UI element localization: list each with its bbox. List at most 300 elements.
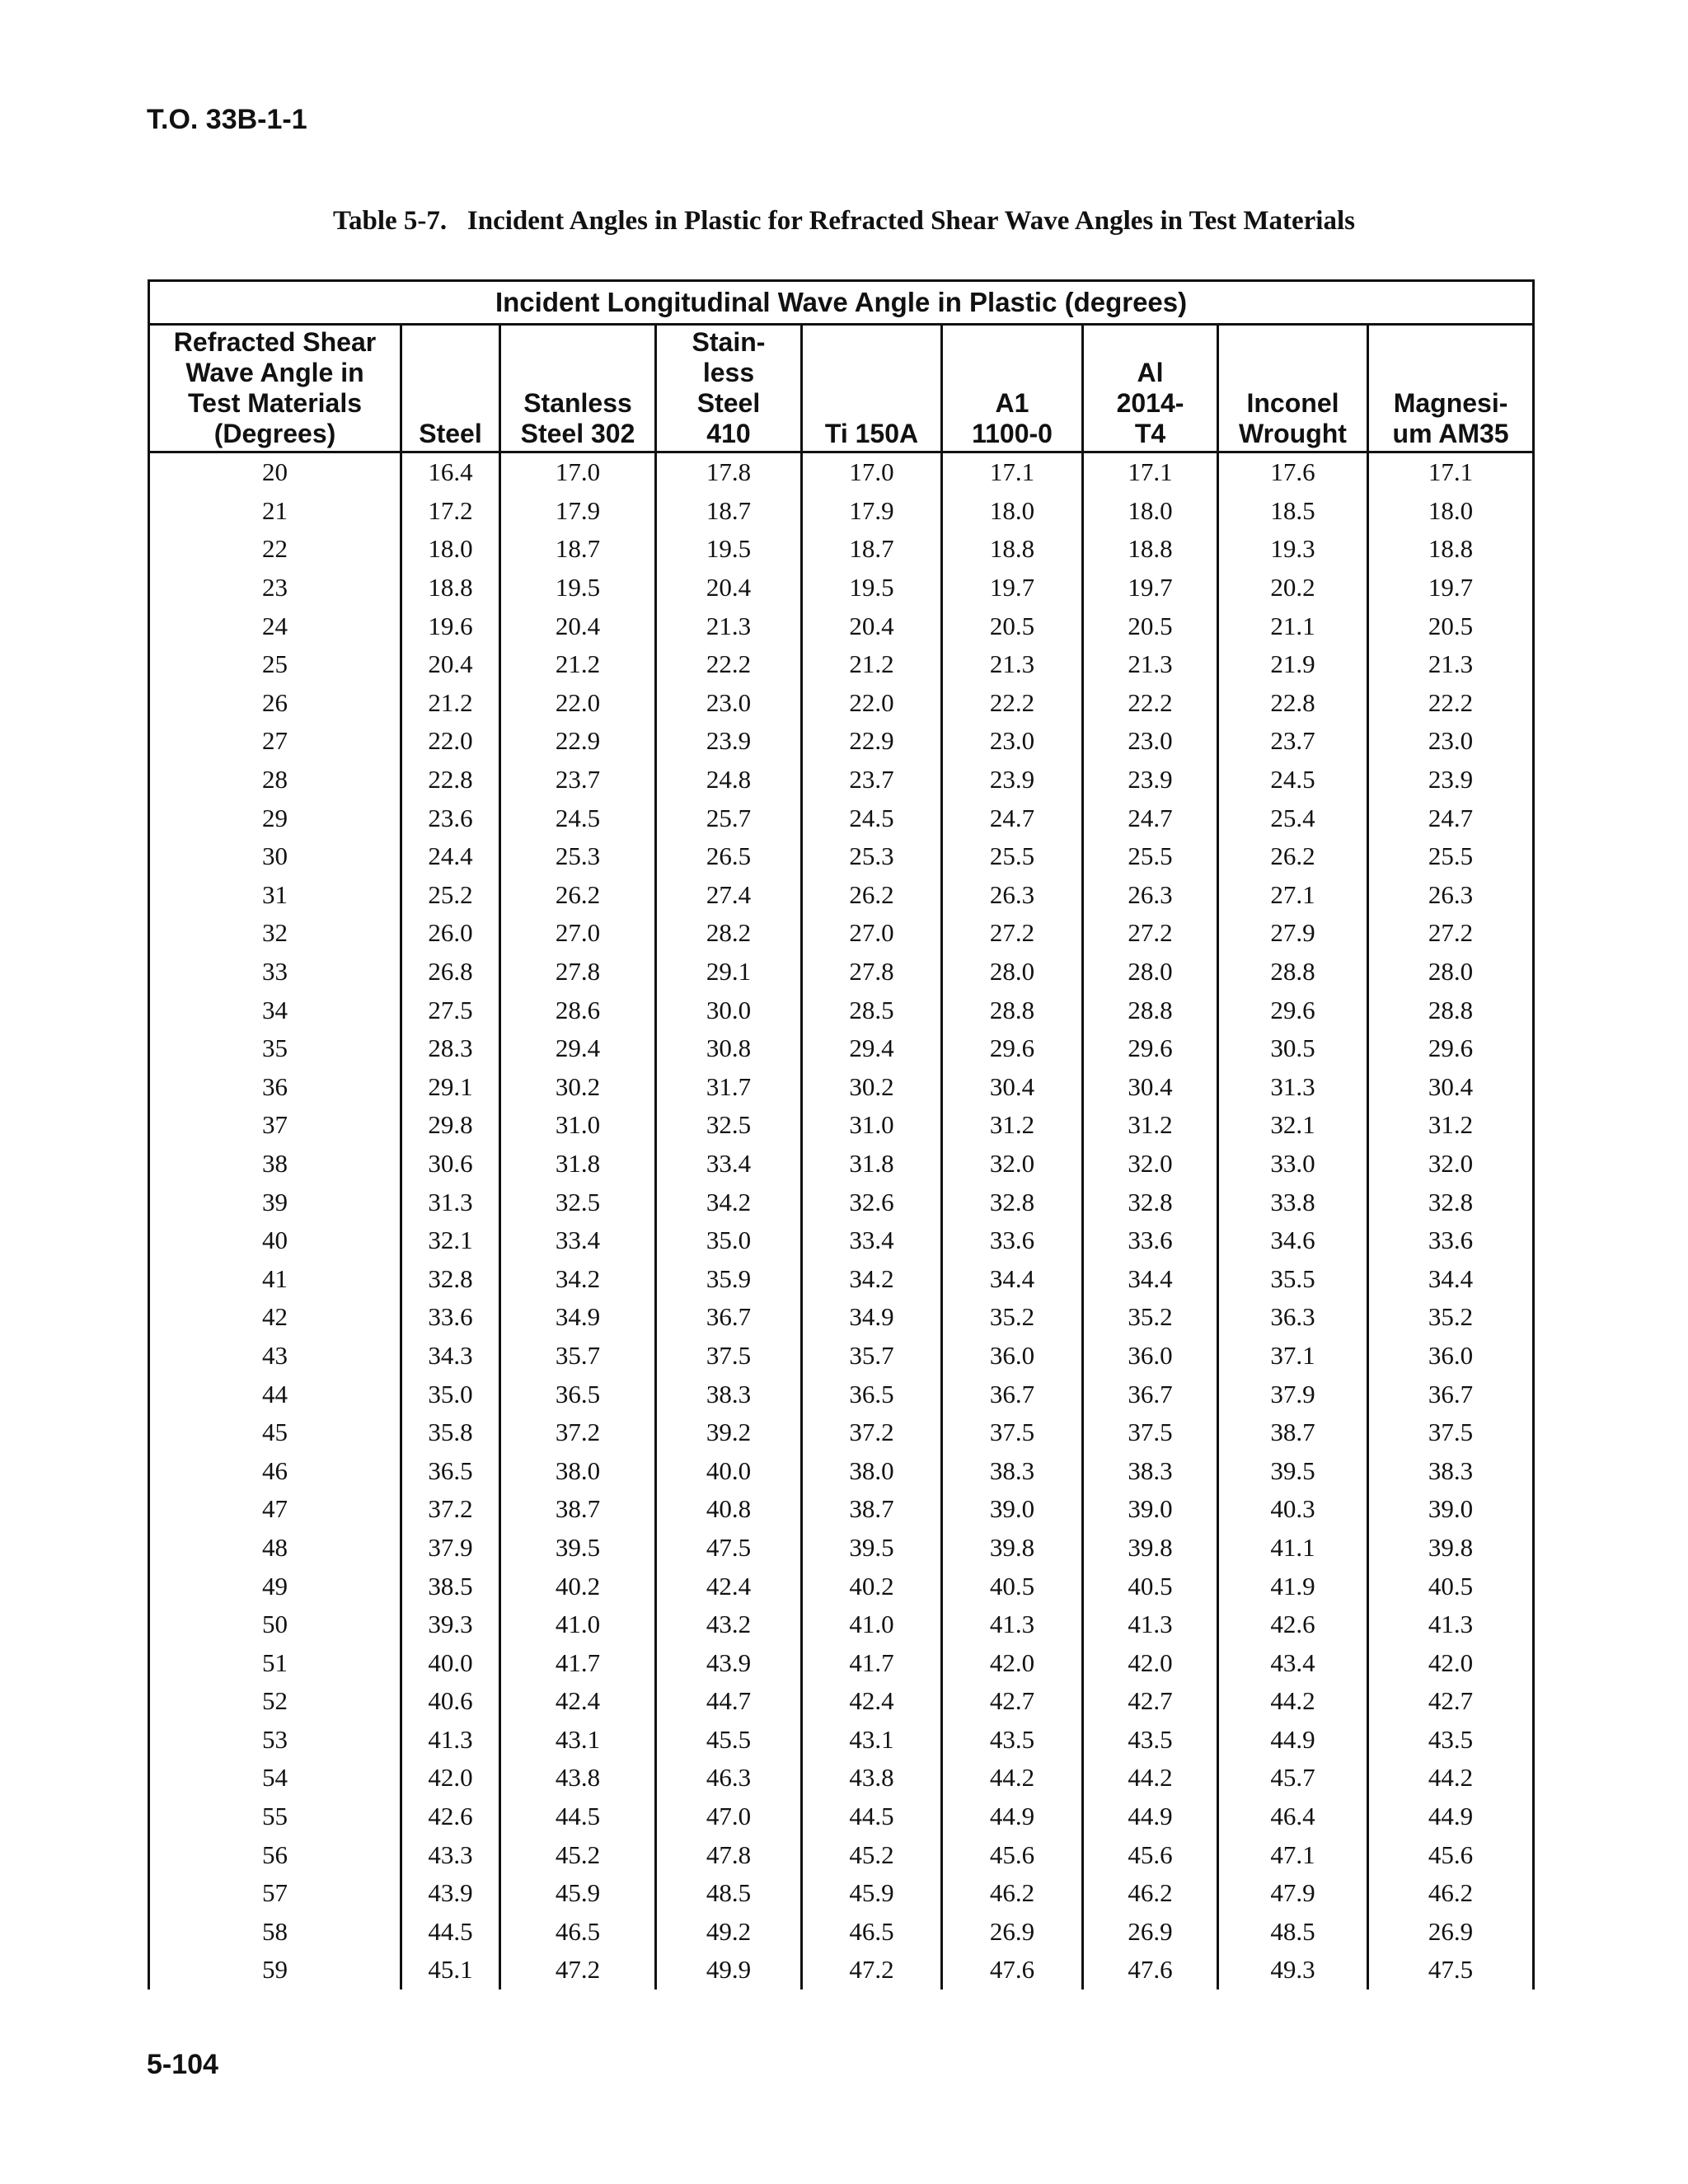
incident-angle-cell: 22.2	[942, 684, 1083, 723]
incident-angle-cell: 19.6	[401, 607, 500, 645]
refracted-angle-cell: 42	[149, 1298, 401, 1337]
incident-angle-cell: 28.8	[1368, 991, 1534, 1029]
incident-angle-cell: 47.8	[656, 1835, 802, 1874]
incident-angle-cell: 36.7	[656, 1298, 802, 1337]
incident-angle-cell: 47.5	[1368, 1951, 1534, 1990]
table-row	[149, 1106, 1534, 1145]
incident-angle-cell: 27.9	[1218, 914, 1368, 953]
table-row	[149, 1337, 1534, 1376]
incident-angle-cell: 26.5	[656, 837, 802, 876]
table-row	[149, 1298, 1534, 1337]
incident-angle-cell: 28.8	[1083, 991, 1218, 1029]
refracted-angle-cell: 21	[149, 492, 401, 531]
table-row	[149, 1567, 1534, 1605]
refracted-angle-cell: 36	[149, 1068, 401, 1107]
incident-angle-cell: 26.9	[1083, 1913, 1218, 1952]
incident-angle-cell: 41.0	[500, 1605, 656, 1644]
incident-angle-cell: 41.0	[802, 1605, 942, 1644]
refracted-angle-cell: 54	[149, 1759, 401, 1797]
incident-angle-cell: 18.7	[656, 492, 802, 531]
incident-angle-cell: 38.7	[500, 1490, 656, 1529]
incident-angle-cell: 46.2	[1368, 1874, 1534, 1913]
incident-angle-cell: 19.5	[802, 569, 942, 607]
incident-angle-cell: 17.1	[1083, 452, 1218, 492]
incident-angle-cell: 28.0	[1368, 953, 1534, 991]
incident-angle-cell: 26.2	[500, 876, 656, 915]
incident-angle-cell: 19.7	[942, 569, 1083, 607]
incident-angle-cell: 23.7	[1218, 722, 1368, 761]
incident-angle-cell: 37.2	[401, 1490, 500, 1529]
incident-angle-cell: 23.9	[656, 722, 802, 761]
incident-angle-cell: 18.0	[401, 530, 500, 569]
incident-angle-cell: 26.3	[1083, 876, 1218, 915]
incident-angle-cell: 21.2	[500, 645, 656, 684]
incident-angle-cell: 29.6	[1083, 1029, 1218, 1068]
refracted-angle-cell: 48	[149, 1529, 401, 1568]
incident-angle-cell: 30.6	[401, 1145, 500, 1183]
incident-angle-cell: 30.2	[802, 1068, 942, 1107]
incident-angle-cell: 39.0	[1083, 1490, 1218, 1529]
incident-angle-cell: 27.8	[500, 953, 656, 991]
incident-angle-cell: 33.6	[401, 1298, 500, 1337]
incident-angle-cell: 26.9	[942, 1913, 1083, 1952]
incident-angle-cell: 44.9	[1368, 1797, 1534, 1836]
incident-angle-cell: 44.5	[401, 1913, 500, 1952]
incident-angle-cell: 43.8	[802, 1759, 942, 1797]
incident-angle-cell: 19.7	[1083, 569, 1218, 607]
incident-angle-cell: 27.2	[942, 914, 1083, 953]
incident-angle-cell: 47.6	[942, 1951, 1083, 1990]
incident-angle-cell: 31.8	[802, 1145, 942, 1183]
incident-angle-cell: 31.7	[656, 1068, 802, 1107]
incident-angle-cell: 43.5	[942, 1721, 1083, 1760]
incident-angle-cell: 34.2	[656, 1183, 802, 1221]
incident-angle-cell: 29.1	[401, 1068, 500, 1107]
incident-angle-cell: 18.8	[401, 569, 500, 607]
incident-angle-cell: 34.9	[802, 1298, 942, 1337]
incident-angle-cell: 43.5	[1083, 1721, 1218, 1760]
incident-angle-cell: 40.8	[656, 1490, 802, 1529]
table-row	[149, 530, 1534, 569]
refracted-angle-cell: 39	[149, 1183, 401, 1221]
incident-angle-cell: 41.3	[1083, 1605, 1218, 1644]
column-header-ti-150a: Ti 150A	[802, 325, 942, 452]
incident-angle-cell: 26.9	[1368, 1913, 1534, 1952]
incident-angle-cell: 42.4	[500, 1682, 656, 1721]
incident-angle-cell: 34.2	[500, 1259, 656, 1298]
incident-angle-cell: 22.0	[802, 684, 942, 723]
incident-angle-cell: 41.1	[1218, 1529, 1368, 1568]
refracted-angle-cell: 59	[149, 1951, 401, 1990]
column-header-stainless-410: Stain- less Steel 410	[656, 325, 802, 452]
incident-angle-cell: 45.1	[401, 1951, 500, 1990]
table-row	[149, 645, 1534, 684]
incident-angle-cell: 45.6	[1368, 1835, 1534, 1874]
incident-angle-cell: 34.3	[401, 1337, 500, 1376]
refracted-angle-cell: 23	[149, 569, 401, 607]
column-header-row	[149, 325, 1534, 452]
incident-angle-cell: 19.3	[1218, 530, 1368, 569]
incident-angle-cell: 23.9	[1368, 761, 1534, 799]
refracted-angle-cell: 38	[149, 1145, 401, 1183]
incident-angle-cell: 43.9	[656, 1643, 802, 1682]
incident-angle-cell: 20.4	[500, 607, 656, 645]
incident-angle-cell: 21.3	[942, 645, 1083, 684]
incident-angle-cell: 30.4	[942, 1068, 1083, 1107]
incident-angle-cell: 29.4	[500, 1029, 656, 1068]
table-row	[149, 452, 1534, 492]
incident-angle-cell: 39.5	[1218, 1451, 1368, 1490]
incident-angle-cell: 47.0	[656, 1797, 802, 1836]
incident-angle-cell: 27.8	[802, 953, 942, 991]
table-row	[149, 761, 1534, 799]
table-row	[149, 1835, 1534, 1874]
incident-angle-cell: 46.4	[1218, 1797, 1368, 1836]
incident-angle-cell: 33.6	[1083, 1221, 1218, 1260]
table-row	[149, 1721, 1534, 1760]
incident-angle-cell: 23.9	[942, 761, 1083, 799]
incident-angle-cell: 25.3	[500, 837, 656, 876]
table-row	[149, 1797, 1534, 1836]
incident-angle-cell: 38.5	[401, 1567, 500, 1605]
incident-angle-cell: 18.8	[1368, 530, 1534, 569]
refracted-angle-cell: 51	[149, 1643, 401, 1682]
super-header-row	[149, 281, 1534, 325]
incident-angle-cell: 24.7	[1368, 799, 1534, 837]
page-number: 5-104	[147, 2049, 218, 2080]
incident-angle-cell: 22.2	[1083, 684, 1218, 723]
incident-angle-cell: 28.3	[401, 1029, 500, 1068]
incident-angle-cell: 41.3	[401, 1721, 500, 1760]
incident-angle-cell: 39.8	[1083, 1529, 1218, 1568]
refracted-angle-cell: 56	[149, 1835, 401, 1874]
incident-angle-cell: 47.5	[656, 1529, 802, 1568]
incident-angle-cell: 17.9	[802, 492, 942, 531]
incident-angle-cell: 36.0	[942, 1337, 1083, 1376]
incident-angle-cell: 32.8	[1368, 1183, 1534, 1221]
incident-angle-cell: 22.8	[1218, 684, 1368, 723]
incident-angle-cell: 32.1	[1218, 1106, 1368, 1145]
incident-angle-cell: 22.2	[656, 645, 802, 684]
incident-angle-cell: 35.9	[656, 1259, 802, 1298]
table-row	[149, 1913, 1534, 1952]
incident-angle-cell: 30.2	[500, 1068, 656, 1107]
incident-angle-cell: 18.8	[942, 530, 1083, 569]
super-header: Incident Longitudinal Wave Angle in Plastic (degrees)	[149, 281, 1534, 325]
incident-angle-cell: 24.4	[401, 837, 500, 876]
incident-angle-cell: 33.4	[500, 1221, 656, 1260]
incident-angle-cell: 22.9	[802, 722, 942, 761]
refracted-angle-cell: 27	[149, 722, 401, 761]
incident-angle-cell: 23.7	[802, 761, 942, 799]
incident-angle-cell: 42.6	[1218, 1605, 1368, 1644]
incident-angle-cell: 36.0	[1368, 1337, 1534, 1376]
incident-angle-cell: 29.6	[1368, 1029, 1534, 1068]
incident-angle-cell: 30.5	[1218, 1029, 1368, 1068]
incident-angle-cell: 43.9	[401, 1874, 500, 1913]
incident-angle-cell: 20.5	[1083, 607, 1218, 645]
incident-angle-cell: 36.5	[802, 1375, 942, 1413]
incident-angle-cell: 37.5	[656, 1337, 802, 1376]
incident-angle-cell: 39.5	[500, 1529, 656, 1568]
incident-angle-cell: 25.7	[656, 799, 802, 837]
refracted-angle-cell: 53	[149, 1721, 401, 1760]
incident-angle-cell: 36.5	[500, 1375, 656, 1413]
incident-angle-cell: 35.2	[942, 1298, 1083, 1337]
incident-angle-cell: 23.7	[500, 761, 656, 799]
refracted-angle-cell: 47	[149, 1490, 401, 1529]
table-row	[149, 953, 1534, 991]
incident-angle-cell: 25.5	[942, 837, 1083, 876]
incident-angle-cell: 42.4	[802, 1682, 942, 1721]
incident-angle-cell: 23.0	[656, 684, 802, 723]
incident-angle-cell: 31.0	[802, 1106, 942, 1145]
incident-angle-cell: 40.2	[802, 1567, 942, 1605]
incident-angle-cell: 26.0	[401, 914, 500, 953]
incident-angle-cell: 49.3	[1218, 1951, 1368, 1990]
incident-angle-cell: 40.5	[1368, 1567, 1534, 1605]
incident-angle-cell: 38.3	[656, 1375, 802, 1413]
incident-angle-cell: 46.2	[942, 1874, 1083, 1913]
incident-angle-cell: 32.1	[401, 1221, 500, 1260]
table-row	[149, 1413, 1534, 1452]
incident-angle-cell: 26.8	[401, 953, 500, 991]
incident-angle-cell: 27.1	[1218, 876, 1368, 915]
table-row	[149, 1068, 1534, 1107]
incident-angle-cell: 36.7	[1368, 1375, 1534, 1413]
incident-angle-cell: 18.0	[1083, 492, 1218, 531]
incident-angle-cell: 42.7	[1368, 1682, 1534, 1721]
incident-angle-cell: 25.4	[1218, 799, 1368, 837]
incident-angle-cell: 19.7	[1368, 569, 1534, 607]
incident-angle-cell: 21.9	[1218, 645, 1368, 684]
incident-angle-cell: 22.8	[401, 761, 500, 799]
incident-angle-cell: 38.7	[1218, 1413, 1368, 1452]
incident-angle-cell: 21.2	[401, 684, 500, 723]
incident-angle-cell: 45.5	[656, 1721, 802, 1760]
incident-angle-cell: 17.1	[942, 452, 1083, 492]
incident-angle-cell: 47.2	[802, 1951, 942, 1990]
incident-angle-cell: 28.6	[500, 991, 656, 1029]
incident-angle-cell: 28.5	[802, 991, 942, 1029]
incident-angle-cell: 43.5	[1368, 1721, 1534, 1760]
incident-angle-cell: 37.1	[1218, 1337, 1368, 1376]
incident-angle-cell: 18.0	[942, 492, 1083, 531]
incident-angle-cell: 35.2	[1368, 1298, 1534, 1337]
incident-angle-cell: 40.5	[942, 1567, 1083, 1605]
table-row	[149, 492, 1534, 531]
refracted-angle-cell: 46	[149, 1451, 401, 1490]
column-header-steel: Steel	[401, 325, 500, 452]
incident-angle-cell: 36.0	[1083, 1337, 1218, 1376]
table-row	[149, 1451, 1534, 1490]
incident-angle-cell: 48.5	[656, 1874, 802, 1913]
incident-angle-cell: 43.3	[401, 1835, 500, 1874]
incident-angle-cell: 41.9	[1218, 1567, 1368, 1605]
incident-angle-cell: 31.2	[942, 1106, 1083, 1145]
incident-angle-cell: 41.3	[1368, 1605, 1534, 1644]
incident-angle-cell: 35.0	[656, 1221, 802, 1260]
incident-angle-cell: 37.9	[1218, 1375, 1368, 1413]
incident-angle-cell: 44.9	[1083, 1797, 1218, 1836]
incident-angle-cell: 21.2	[802, 645, 942, 684]
table-row	[149, 1682, 1534, 1721]
incident-angle-cell: 45.7	[1218, 1759, 1368, 1797]
incident-angle-cell: 19.5	[500, 569, 656, 607]
incident-angle-cell: 20.4	[656, 569, 802, 607]
incident-angle-cell: 24.7	[1083, 799, 1218, 837]
incident-angle-cell: 23.0	[942, 722, 1083, 761]
incident-angle-cell: 20.4	[401, 645, 500, 684]
incident-angle-cell: 41.3	[942, 1605, 1083, 1644]
refracted-angle-cell: 30	[149, 837, 401, 876]
incident-angle-cell: 32.0	[1083, 1145, 1218, 1183]
column-header-refracted-angle: Refracted Shear Wave Angle in Test Materials (Degrees)	[149, 325, 401, 452]
incident-angle-cell: 42.7	[1083, 1682, 1218, 1721]
incident-angle-cell: 18.0	[1368, 492, 1534, 531]
incident-angle-cell: 49.9	[656, 1951, 802, 1990]
incident-angle-cell: 42.0	[1368, 1643, 1534, 1682]
incident-angle-cell: 25.5	[1083, 837, 1218, 876]
incident-angle-cell: 33.6	[942, 1221, 1083, 1260]
incident-angle-cell: 17.9	[500, 492, 656, 531]
table-row	[149, 1221, 1534, 1260]
incident-angle-cell: 29.1	[656, 953, 802, 991]
refracted-angle-cell: 41	[149, 1259, 401, 1298]
data-table	[148, 279, 1535, 1990]
incident-angle-cell: 24.7	[942, 799, 1083, 837]
incident-angle-cell: 17.0	[500, 452, 656, 492]
incident-angle-cell: 34.9	[500, 1298, 656, 1337]
incident-angle-cell: 34.4	[1083, 1259, 1218, 1298]
incident-angle-cell: 32.8	[1083, 1183, 1218, 1221]
incident-angle-cell: 28.0	[942, 953, 1083, 991]
incident-angle-cell: 17.6	[1218, 452, 1368, 492]
refracted-angle-cell: 44	[149, 1375, 401, 1413]
incident-angle-cell: 30.0	[656, 991, 802, 1029]
refracted-angle-cell: 43	[149, 1337, 401, 1376]
incident-angle-cell: 28.8	[942, 991, 1083, 1029]
incident-angle-cell: 37.2	[500, 1413, 656, 1452]
incident-angle-cell: 33.4	[802, 1221, 942, 1260]
table-row	[149, 1145, 1534, 1183]
refracted-angle-cell: 50	[149, 1605, 401, 1644]
incident-angle-cell: 45.9	[802, 1874, 942, 1913]
incident-angle-cell: 40.0	[401, 1643, 500, 1682]
table-row	[149, 1759, 1534, 1797]
incident-angle-cell: 49.2	[656, 1913, 802, 1952]
table-row	[149, 1605, 1534, 1644]
incident-angle-cell: 45.6	[1083, 1835, 1218, 1874]
incident-angle-cell: 21.3	[1368, 645, 1534, 684]
refracted-angle-cell: 52	[149, 1682, 401, 1721]
incident-angle-cell: 28.0	[1083, 953, 1218, 991]
incident-angle-cell: 29.6	[1218, 991, 1368, 1029]
incident-angle-cell: 23.6	[401, 799, 500, 837]
incident-angle-cell: 17.8	[656, 452, 802, 492]
column-header-a1-1100: A1 1100-0	[942, 325, 1083, 452]
incident-angle-cell: 38.3	[942, 1451, 1083, 1490]
incident-angle-cell: 32.5	[500, 1183, 656, 1221]
incident-angle-cell: 45.6	[942, 1835, 1083, 1874]
document-id: T.O. 33B-1-1	[147, 104, 307, 135]
incident-angle-cell: 47.2	[500, 1951, 656, 1990]
refracted-angle-cell: 34	[149, 991, 401, 1029]
incident-angle-cell: 41.7	[802, 1643, 942, 1682]
incident-angle-cell: 22.0	[401, 722, 500, 761]
incident-angle-cell: 33.6	[1368, 1221, 1534, 1260]
incident-angle-cell: 26.3	[1368, 876, 1534, 915]
incident-angle-cell: 33.8	[1218, 1183, 1368, 1221]
incident-angle-cell: 44.5	[802, 1797, 942, 1836]
incident-angle-cell: 40.2	[500, 1567, 656, 1605]
incident-angle-cell: 17.0	[802, 452, 942, 492]
incident-angle-cell: 27.0	[802, 914, 942, 953]
incident-angle-cell: 30.8	[656, 1029, 802, 1068]
refracted-angle-cell: 24	[149, 607, 401, 645]
incident-angle-cell: 22.9	[500, 722, 656, 761]
incident-angle-cell: 31.3	[1218, 1068, 1368, 1107]
incident-angle-cell: 38.3	[1368, 1451, 1534, 1490]
incident-angle-cell: 38.0	[500, 1451, 656, 1490]
incident-angle-cell: 28.2	[656, 914, 802, 953]
incident-angle-cell: 30.4	[1083, 1068, 1218, 1107]
incident-angle-cell: 24.5	[500, 799, 656, 837]
column-header-al-2014: Al 2014- T4	[1083, 325, 1218, 452]
incident-angle-cell: 36.5	[401, 1451, 500, 1490]
incident-angle-cell: 44.2	[942, 1759, 1083, 1797]
incident-angle-cell: 30.4	[1368, 1068, 1534, 1107]
incident-angle-cell: 17.1	[1368, 452, 1534, 492]
table-row	[149, 1029, 1534, 1068]
incident-angle-cell: 20.4	[802, 607, 942, 645]
incident-angle-cell: 46.3	[656, 1759, 802, 1797]
incident-angle-cell: 39.3	[401, 1605, 500, 1644]
incident-angle-cell: 25.3	[802, 837, 942, 876]
table-row	[149, 991, 1534, 1029]
incident-angle-cell: 48.5	[1218, 1913, 1368, 1952]
refracted-angle-cell: 40	[149, 1221, 401, 1260]
incident-angle-cell: 36.3	[1218, 1298, 1368, 1337]
table-row	[149, 1951, 1534, 1990]
incident-angle-cell: 44.2	[1368, 1759, 1534, 1797]
incident-angle-cell: 20.2	[1218, 569, 1368, 607]
table-row	[149, 1529, 1534, 1568]
table-row	[149, 722, 1534, 761]
refracted-angle-cell: 26	[149, 684, 401, 723]
incident-angle-cell: 35.5	[1218, 1259, 1368, 1298]
incident-angle-cell: 29.4	[802, 1029, 942, 1068]
incident-angle-cell: 18.8	[1083, 530, 1218, 569]
column-header-inconel: Inconel Wrought	[1218, 325, 1368, 452]
incident-angle-cell: 23.9	[1083, 761, 1218, 799]
incident-angle-cell: 21.1	[1218, 607, 1368, 645]
incident-angle-cell: 37.9	[401, 1529, 500, 1568]
incident-angle-cell: 36.7	[1083, 1375, 1218, 1413]
table-row	[149, 1259, 1534, 1298]
incident-angle-cell: 26.3	[942, 876, 1083, 915]
refracted-angle-cell: 29	[149, 799, 401, 837]
incident-angle-cell: 34.2	[802, 1259, 942, 1298]
incident-angle-cell: 18.5	[1218, 492, 1368, 531]
table-row	[149, 607, 1534, 645]
table-row	[149, 569, 1534, 607]
incident-angle-cell: 45.2	[802, 1835, 942, 1874]
incident-angle-cell: 34.4	[1368, 1259, 1534, 1298]
incident-angle-cell: 43.2	[656, 1605, 802, 1644]
incident-angle-cell: 39.8	[1368, 1529, 1534, 1568]
incident-angle-cell: 44.7	[656, 1682, 802, 1721]
